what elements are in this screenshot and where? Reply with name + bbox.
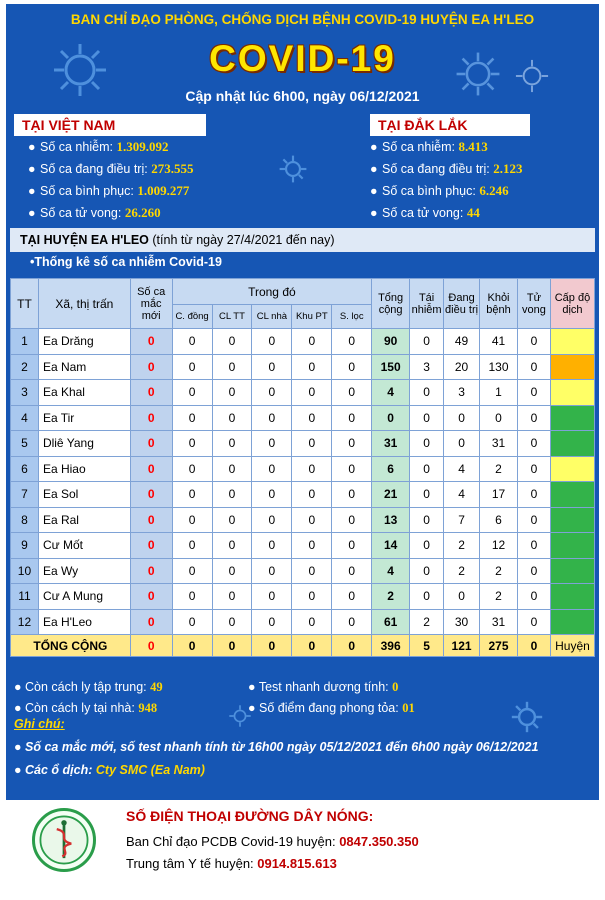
summary-label: Test nhanh dương tính: [258, 680, 389, 694]
cell-sub: 0 [172, 533, 212, 559]
note-line-1: ● Số ca mắc mới, số test nhanh tính từ 16h00 ngày 05/12/2021 đến 6h00 ngày 06/12/2021 [14, 740, 539, 754]
cell-total: 21 [372, 482, 410, 508]
cell-sub: 0 [332, 584, 372, 610]
stat-value: 1.309.092 [116, 139, 169, 154]
cell-reinfect: 0 [410, 533, 444, 559]
cell-level [550, 533, 594, 559]
cell-total: 4 [372, 558, 410, 584]
col-sub: CL TT [212, 305, 252, 329]
daklak-stat-deaths [370, 202, 522, 224]
cell-sub: 0 [212, 507, 252, 533]
cell-total: 31 [372, 431, 410, 457]
cell-treating: 4 [444, 456, 480, 482]
cell-sub: 0 [212, 431, 252, 457]
cell-total-label: TỔNG CỘNG [11, 635, 131, 657]
summary-rapid-test: ● Test nhanh dương tính: 0 [248, 680, 399, 694]
cell-sub: 0 [252, 533, 292, 559]
cell-reinfect: 0 [410, 380, 444, 406]
table-row [11, 354, 595, 380]
table-row [11, 558, 595, 584]
cell-recovered: 41 [480, 329, 518, 355]
hotline-title: SỐ ĐIỆN THOẠI ĐƯỜNG DÂY NÓNG: [126, 808, 374, 824]
cell-treating: 4 [444, 482, 480, 508]
cell-total: 0 [372, 405, 410, 431]
summary-label: Còn cách ly tại nhà: [25, 701, 135, 715]
cell-total: 150 [372, 354, 410, 380]
note-label: Các ổ dịch: [25, 763, 93, 777]
cell-sub: 0 [332, 533, 372, 559]
cell-sub: 0 [252, 329, 292, 355]
stat-label: Số ca bình phục: [40, 184, 134, 198]
cell-total: 396 [372, 635, 410, 657]
cell-treating: 3 [444, 380, 480, 406]
cell-sub: 0 [212, 482, 252, 508]
stat-value: 2.123 [493, 161, 523, 176]
cell-level [550, 558, 594, 584]
vietnam-stat-treating [28, 158, 193, 180]
table-subtitle: •Thống kê số ca nhiễm Covid-19 [30, 255, 222, 269]
cell-level [550, 405, 594, 431]
cell-death: 0 [517, 380, 550, 406]
notes-heading: Ghi chú: [14, 717, 65, 731]
cell-sub: 0 [252, 431, 292, 457]
cell-total: 13 [372, 507, 410, 533]
cell-name: Ea Khal [38, 380, 130, 406]
cell-sub: 0 [332, 507, 372, 533]
cell-sub: 0 [292, 482, 332, 508]
cell-name: Cư A Mung [38, 584, 130, 610]
cell-tt: 11 [11, 584, 39, 610]
cell-death: 0 [517, 456, 550, 482]
note-value: Cty SMC (Ea Nam) [95, 763, 205, 777]
cell-level [550, 482, 594, 508]
cell-tt: 3 [11, 380, 39, 406]
cell-sub: 0 [252, 405, 292, 431]
cell-sub: 0 [332, 609, 372, 635]
cell-name: Dliê Yang [38, 431, 130, 457]
cell-sub: 0 [292, 456, 332, 482]
cell-reinfect: 0 [410, 431, 444, 457]
cell-level [550, 609, 594, 635]
cell-sub: 0 [252, 609, 292, 635]
stat-value: 273.555 [151, 161, 194, 176]
vietnam-stat-infected [28, 136, 193, 158]
cell-new: 0 [130, 405, 172, 431]
col-sub: CL nhà [252, 305, 292, 329]
cases-table [10, 278, 595, 657]
cell-new: 0 [130, 558, 172, 584]
cell-treating: 0 [444, 405, 480, 431]
cell-sub: 0 [172, 405, 212, 431]
stat-label: Số ca đang điều trị: [382, 162, 490, 176]
cell-tt: 1 [11, 329, 39, 355]
cell-total: 14 [372, 533, 410, 559]
cell-tt: 10 [11, 558, 39, 584]
cell-recovered: 275 [480, 635, 518, 657]
cell-name: Ea Sol [38, 482, 130, 508]
cell-treating: 0 [444, 584, 480, 610]
summary-value: 948 [138, 701, 158, 715]
cell-reinfect: 0 [410, 329, 444, 355]
cell-sub: 0 [212, 635, 252, 657]
cell-sub: 0 [332, 329, 372, 355]
summary-right [248, 677, 415, 719]
col-total: Tổng cộng [372, 279, 410, 329]
col-recovered: Khỏi bệnh [480, 279, 518, 329]
cell-name: Ea Drăng [38, 329, 130, 355]
note-line-2: ● Các ổ dịch: Cty SMC (Ea Nam) [14, 763, 205, 777]
cell-level [550, 507, 594, 533]
cell-sub: 0 [332, 482, 372, 508]
cell-reinfect: 2 [410, 609, 444, 635]
cell-name: Ea Nam [38, 354, 130, 380]
vietnam-heading: TẠI VIỆT NAM [14, 114, 206, 136]
cell-reinfect: 0 [410, 405, 444, 431]
summary-value: 0 [392, 680, 399, 694]
cell-death: 0 [517, 405, 550, 431]
col-treating: Đang điều trị [444, 279, 480, 329]
cell-treating: 0 [444, 431, 480, 457]
stat-value: 44 [466, 205, 480, 220]
table-row [11, 482, 595, 508]
cell-death: 0 [517, 533, 550, 559]
cell-recovered: 2 [480, 584, 518, 610]
cell-sub: 0 [212, 380, 252, 406]
cell-death: 0 [517, 482, 550, 508]
cell-name: Ea Wy [38, 558, 130, 584]
cell-new: 0 [130, 431, 172, 457]
cell-sub: 0 [212, 533, 252, 559]
cell-sub: 0 [212, 456, 252, 482]
hotline-label: Ban Chỉ đạo PCDB Covid-19 huyện: [126, 834, 336, 849]
cell-recovered: 31 [480, 609, 518, 635]
cell-sub: 0 [172, 635, 212, 657]
virus-icon [510, 700, 544, 734]
table-row [11, 431, 595, 457]
col-sub: S. lọc [332, 305, 372, 329]
cell-new: 0 [130, 507, 172, 533]
cell-recovered: 12 [480, 533, 518, 559]
table-row [11, 507, 595, 533]
cell-sub: 0 [252, 482, 292, 508]
update-time: Cập nhật lúc 6h00, ngày 06/12/2021 [185, 88, 420, 104]
cell-new: 0 [130, 354, 172, 380]
bullet-icon: ● [28, 184, 36, 198]
cell-recovered: 0 [480, 405, 518, 431]
cell-new: 0 [130, 380, 172, 406]
cell-tt: 7 [11, 482, 39, 508]
cell-total: 6 [372, 456, 410, 482]
cell-recovered: 2 [480, 558, 518, 584]
daklak-stat-recovered [370, 180, 522, 202]
cell-sub: 0 [172, 380, 212, 406]
virus-icon [278, 154, 308, 184]
summary-value: 01 [402, 701, 415, 715]
cell-sub: 0 [212, 354, 252, 380]
cell-total: 61 [372, 609, 410, 635]
cell-new: 0 [130, 329, 172, 355]
hotline-phone[interactable]: 0847.350.350 [339, 834, 419, 849]
cell-death: 0 [517, 635, 550, 657]
col-sub: C. đồng [172, 305, 212, 329]
cell-death: 0 [517, 431, 550, 457]
cell-recovered: 17 [480, 482, 518, 508]
cell-level [550, 456, 594, 482]
cell-sub: 0 [252, 456, 292, 482]
col-death: Tử vong [517, 279, 550, 329]
col-level: Cấp độ dịch [550, 279, 594, 329]
table-row [11, 380, 595, 406]
cell-sub: 0 [252, 584, 292, 610]
cell-sub: 0 [332, 635, 372, 657]
note-text: Số ca mắc mới, số test nhanh tính từ 16h00 ngày 05/12/2021 đến 6h00 ngày 06/12/2021 [25, 740, 539, 754]
cell-name: Ea Tir [38, 405, 130, 431]
cell-sub: 0 [172, 609, 212, 635]
summary-label: Còn cách ly tập trung: [25, 680, 147, 694]
cell-sub: 0 [172, 354, 212, 380]
cell-treating: 30 [444, 609, 480, 635]
medical-logo-icon [32, 808, 96, 872]
cell-name: Ea Hiao [38, 456, 130, 482]
district-heading: TẠI HUYỆN EA H'LEO [20, 233, 149, 247]
cell-new: 0 [130, 635, 172, 657]
cell-sub: 0 [332, 354, 372, 380]
cell-sub: 0 [172, 584, 212, 610]
cell-tt: 2 [11, 354, 39, 380]
cell-sub: 0 [212, 558, 252, 584]
cell-reinfect: 3 [410, 354, 444, 380]
summary-lockdown-points: ● Số điểm đang phong tỏa: 01 [248, 701, 415, 715]
bullet-icon: ● [28, 206, 36, 220]
cell-sub: 0 [172, 329, 212, 355]
summary-left [14, 677, 163, 719]
cell-sub: 0 [292, 584, 332, 610]
cell-sub: 0 [252, 354, 292, 380]
stat-label: Số ca bình phục: [382, 184, 476, 198]
stat-label: Số ca nhiễm: [40, 140, 113, 154]
cell-sub: 0 [292, 405, 332, 431]
daklak-stat-infected [370, 136, 522, 158]
cell-treating: 49 [444, 329, 480, 355]
daklak-stats [370, 136, 522, 224]
hotline-label: Trung tâm Y tế huyện: [126, 856, 254, 871]
cell-recovered: 1 [480, 380, 518, 406]
cell-new: 0 [130, 584, 172, 610]
cell-treating: 20 [444, 354, 480, 380]
table-row [11, 456, 595, 482]
cell-death: 0 [517, 354, 550, 380]
bullet-icon: ● [370, 162, 378, 176]
cell-tt: 12 [11, 609, 39, 635]
stat-value: 26.260 [124, 205, 161, 220]
table-row [11, 329, 595, 355]
cell-sub: 0 [292, 329, 332, 355]
vietnam-stats [28, 136, 193, 224]
cell-sub: 0 [332, 405, 372, 431]
cell-level [550, 380, 594, 406]
cell-sub: 0 [292, 533, 332, 559]
bullet-icon: ● [370, 184, 378, 198]
vietnam-stat-deaths [28, 202, 193, 224]
stat-value: 8.413 [458, 139, 488, 154]
table-body [11, 329, 595, 657]
cell-level [550, 329, 594, 355]
bullet-icon: ● [28, 140, 36, 154]
cell-new: 0 [130, 456, 172, 482]
cell-tt: 8 [11, 507, 39, 533]
cell-death: 0 [517, 558, 550, 584]
cell-total: 90 [372, 329, 410, 355]
cell-sub: 0 [212, 405, 252, 431]
cell-level [550, 354, 594, 380]
cell-treating: 121 [444, 635, 480, 657]
summary-label: Số điểm đang phong tỏa: [259, 701, 399, 715]
hotline-phone[interactable]: 0914.815.613 [257, 856, 337, 871]
cell-sub: 0 [172, 558, 212, 584]
org-title: BAN CHỈ ĐẠO PHÒNG, CHỐNG DỊCH BỆNH COVID-19 HUYỆN EA H'LEO [70, 12, 535, 27]
cell-new: 0 [130, 533, 172, 559]
col-reinfect: Tái nhiễm [410, 279, 444, 329]
cell-sub: 0 [172, 507, 212, 533]
daklak-stat-treating [370, 158, 522, 180]
vietnam-stat-recovered [28, 180, 193, 202]
cell-treating: 2 [444, 558, 480, 584]
stat-value: 6.246 [479, 183, 509, 198]
bullet-icon: ● [370, 206, 378, 220]
cell-sub: 0 [292, 354, 332, 380]
bullet-icon: ● [370, 140, 378, 154]
cell-sub: 0 [172, 456, 212, 482]
cell-reinfect: 0 [410, 558, 444, 584]
cell-level: Huyện [550, 635, 594, 657]
col-name: Xã, thị trấn [38, 279, 130, 329]
cell-recovered: 130 [480, 354, 518, 380]
col-sub: Khu PT [292, 305, 332, 329]
cell-name: Cư Mốt [38, 533, 130, 559]
cell-treating: 2 [444, 533, 480, 559]
stat-label: Số ca tử vong: [382, 206, 464, 220]
hotline-1 [126, 834, 419, 849]
district-heading-bar [10, 228, 595, 252]
cell-sub: 0 [292, 431, 332, 457]
stat-label: Số ca đang điều trị: [40, 162, 148, 176]
cell-sub: 0 [332, 431, 372, 457]
main-title: COVID-19 [209, 38, 396, 79]
cell-reinfect: 0 [410, 482, 444, 508]
cell-level [550, 431, 594, 457]
cell-recovered: 2 [480, 456, 518, 482]
poster [6, 4, 599, 800]
table-row [11, 584, 595, 610]
stat-label: Số ca nhiễm: [382, 140, 455, 154]
cell-name: Ea H'Leo [38, 609, 130, 635]
cell-sub: 0 [292, 635, 332, 657]
stat-value: 1.009.277 [137, 183, 190, 198]
cell-death: 0 [517, 507, 550, 533]
col-group: Trong đó [172, 279, 372, 305]
cell-sub: 0 [172, 431, 212, 457]
cell-reinfect: 0 [410, 507, 444, 533]
cell-sub: 0 [332, 380, 372, 406]
col-new: Số ca mắc mới [130, 279, 172, 329]
cell-new: 0 [130, 609, 172, 635]
cell-death: 0 [517, 584, 550, 610]
cell-treating: 7 [444, 507, 480, 533]
summary-quarantine-central: ● Còn cách ly tập trung: 49 [14, 680, 163, 694]
cell-tt: 5 [11, 431, 39, 457]
col-tt: TT [11, 279, 39, 329]
cell-name: Ea Ral [38, 507, 130, 533]
cell-recovered: 31 [480, 431, 518, 457]
cell-sub: 0 [252, 558, 292, 584]
bullet-icon: ● [28, 162, 36, 176]
cell-reinfect: 5 [410, 635, 444, 657]
cell-sub: 0 [212, 329, 252, 355]
cell-sub: 0 [252, 635, 292, 657]
table-row [11, 609, 595, 635]
table-row [11, 405, 595, 431]
cell-total: 4 [372, 380, 410, 406]
cell-sub: 0 [292, 507, 332, 533]
cell-sub: 0 [172, 482, 212, 508]
cell-death: 0 [517, 609, 550, 635]
cell-sub: 0 [212, 609, 252, 635]
cell-recovered: 6 [480, 507, 518, 533]
summary-quarantine-home: ● Còn cách ly tại nhà: 948 [14, 701, 158, 715]
summary-value: 49 [150, 680, 163, 694]
footer [6, 800, 599, 896]
cell-reinfect: 0 [410, 456, 444, 482]
cell-sub: 0 [332, 558, 372, 584]
cell-reinfect: 0 [410, 584, 444, 610]
hotline-2 [126, 856, 337, 871]
stat-label: Số ca tử vong: [40, 206, 122, 220]
cell-sub: 0 [292, 609, 332, 635]
cell-sub: 0 [252, 507, 292, 533]
cell-sub: 0 [332, 456, 372, 482]
cell-tt: 9 [11, 533, 39, 559]
cell-sub: 0 [292, 558, 332, 584]
cell-total: 2 [372, 584, 410, 610]
daklak-heading: TẠI ĐẮK LẮK [370, 114, 530, 136]
cell-sub: 0 [292, 380, 332, 406]
cell-tt: 4 [11, 405, 39, 431]
district-note: (tính từ ngày 27/4/2021 đến nay) [152, 233, 335, 247]
table-row [11, 533, 595, 559]
cell-sub: 0 [252, 380, 292, 406]
cell-death: 0 [517, 329, 550, 355]
cell-new: 0 [130, 482, 172, 508]
cell-sub: 0 [212, 584, 252, 610]
total-row [11, 635, 595, 657]
cell-level [550, 584, 594, 610]
cell-tt: 6 [11, 456, 39, 482]
